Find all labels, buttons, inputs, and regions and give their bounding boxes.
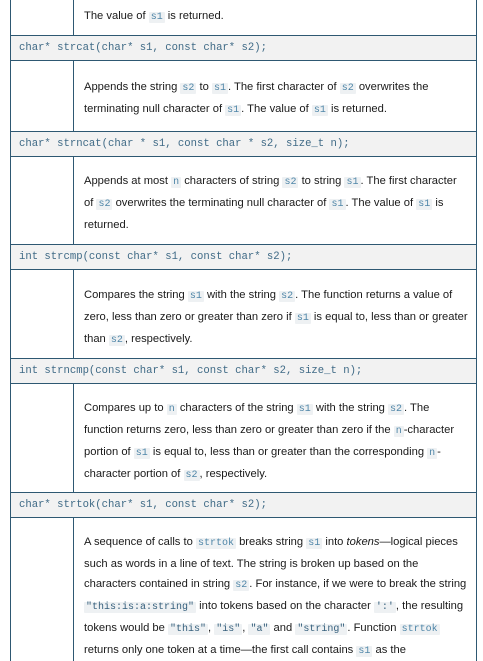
inline-code: s1: [346, 177, 359, 188]
description-text: [84, 175, 457, 231]
text-run: -character portion of: [84, 446, 441, 480]
inline-code: s1: [418, 199, 431, 210]
inline-code: s1: [135, 448, 148, 459]
inline-code: n: [395, 426, 402, 437]
description-cell: [73, 518, 476, 661]
inline-code: s1: [227, 105, 240, 116]
signature-row-strncmp: [11, 358, 476, 384]
text-run: with the string: [312, 402, 389, 414]
function-signature: char* strncat(char * s1, const char * s2, size_t n);: [19, 138, 350, 150]
text-run: ,: [242, 622, 249, 634]
description-text: [84, 536, 466, 656]
inline-code: s2: [284, 177, 297, 188]
function-signature: char* strtok(char* s1, const char* s2);: [19, 499, 267, 511]
inline-code: strtok: [401, 624, 438, 635]
text-run: Compares the string: [84, 289, 188, 301]
inline-code: strtok: [197, 538, 234, 549]
inline-code: s2: [110, 335, 123, 346]
description-row-strcpy-tail: [11, 0, 476, 35]
text-run: , the resulting tokens would be: [84, 600, 464, 634]
inline-code: "a": [250, 624, 269, 635]
description-row-strtok: [11, 518, 476, 661]
inline-code: s1: [298, 404, 311, 415]
text-run: , respectively.: [124, 333, 193, 345]
text-run: ,: [207, 622, 215, 634]
text-run: overwrites the terminating null character of: [112, 197, 330, 209]
text-run: breaks string: [235, 536, 307, 548]
description-text: [84, 10, 224, 22]
inline-code: s2: [98, 199, 111, 210]
signature-row-strcat: [11, 35, 476, 61]
inline-code: s2: [182, 83, 195, 94]
text-run: overwrites the terminating null character of: [84, 81, 429, 115]
text-run: . The function returns zero, less than zero or greater than zero if the: [84, 402, 430, 436]
description-cell: [73, 384, 476, 492]
description-text: [84, 402, 454, 480]
inline-code: "is": [216, 624, 241, 635]
inline-code: s1: [213, 83, 226, 94]
text-run: characters of string: [181, 175, 283, 187]
signature-row-strcmp: [11, 244, 476, 270]
inline-code: s1: [150, 12, 163, 23]
inline-code: "this:is:a:string": [86, 602, 195, 613]
text-run: . The function returns a value of zero, less than zero or greater than zero if: [84, 289, 453, 323]
text-run: A sequence of calls to: [84, 536, 196, 548]
signature-row-strncat: [11, 131, 476, 157]
emphasis-text: tokens: [346, 536, 380, 548]
text-run: characters of the string: [176, 402, 297, 414]
text-run: . The first character of: [84, 175, 457, 209]
inline-code: s1: [296, 313, 309, 324]
description-cell: [73, 270, 476, 358]
description-cell: [73, 0, 476, 35]
signature-row-strtok: [11, 492, 476, 518]
inline-code: s1: [189, 291, 202, 302]
text-run: is returned.: [84, 197, 444, 231]
inline-code: s1: [308, 538, 321, 549]
inline-code: s2: [235, 580, 248, 591]
text-run: The value of: [84, 10, 149, 22]
text-run: to: [196, 81, 212, 93]
inline-code: s1: [358, 646, 371, 657]
text-run: Appends at most: [84, 175, 172, 187]
description-text: [84, 81, 428, 115]
function-signature: int strcmp(const char* s1, const char* s2);: [19, 251, 293, 263]
inline-code: s2: [341, 83, 354, 94]
description-cell: [73, 61, 476, 131]
inline-code: "string": [297, 624, 346, 635]
inline-code: n: [168, 404, 175, 415]
string-functions-table: [10, 0, 477, 661]
text-run: with the string: [203, 289, 280, 301]
text-run: into: [322, 536, 347, 548]
text-run: . For instance, if we were to break the string: [249, 578, 467, 590]
description-row-strcmp: [11, 270, 476, 358]
description-text: [84, 289, 468, 345]
function-signature: int strncmp(const char* s1, const char* s2, size_t n);: [19, 365, 363, 377]
inline-code: s1: [313, 105, 326, 116]
text-run: is equal to, less than or greater than the corresponding: [149, 446, 428, 458]
inline-code: s2: [390, 404, 403, 415]
description-row-strcat: [11, 61, 476, 131]
text-run: . The value of: [241, 103, 312, 115]
text-run: . Function: [347, 622, 400, 634]
text-run: returns only one token at a time—the first call contains: [84, 644, 357, 656]
inline-code: s2: [185, 470, 198, 481]
text-run: and: [270, 622, 296, 634]
inline-code: n: [173, 177, 180, 188]
text-run: Appends the string: [84, 81, 181, 93]
text-run: —logical pieces such as words in a line of text. The string is broken up based on the characters contained in string: [84, 536, 458, 590]
text-run: into tokens based on the character: [196, 600, 374, 612]
inline-code: n: [429, 448, 436, 459]
text-run: is returned.: [164, 10, 224, 22]
inline-code: s2: [281, 291, 294, 302]
text-run: is equal to, less than or greater than: [84, 311, 468, 345]
description-cell: [73, 157, 476, 244]
description-row-strncmp: [11, 384, 476, 492]
text-run: to string: [298, 175, 345, 187]
function-signature: char* strcat(char* s1, const char* s2);: [19, 42, 267, 54]
text-run: is returned.: [327, 103, 387, 115]
text-run: , respectively.: [199, 468, 268, 480]
text-run: as the: [372, 644, 406, 656]
description-row-strncat: [11, 157, 476, 244]
text-run: Compares up to: [84, 402, 167, 414]
text-run: . The first character of: [227, 81, 340, 93]
text-run: . The value of: [345, 197, 417, 209]
inline-code: ':': [375, 602, 394, 613]
inline-code: "this": [169, 624, 206, 635]
inline-code: s1: [331, 199, 344, 210]
text-run: -character portion of: [84, 424, 455, 458]
